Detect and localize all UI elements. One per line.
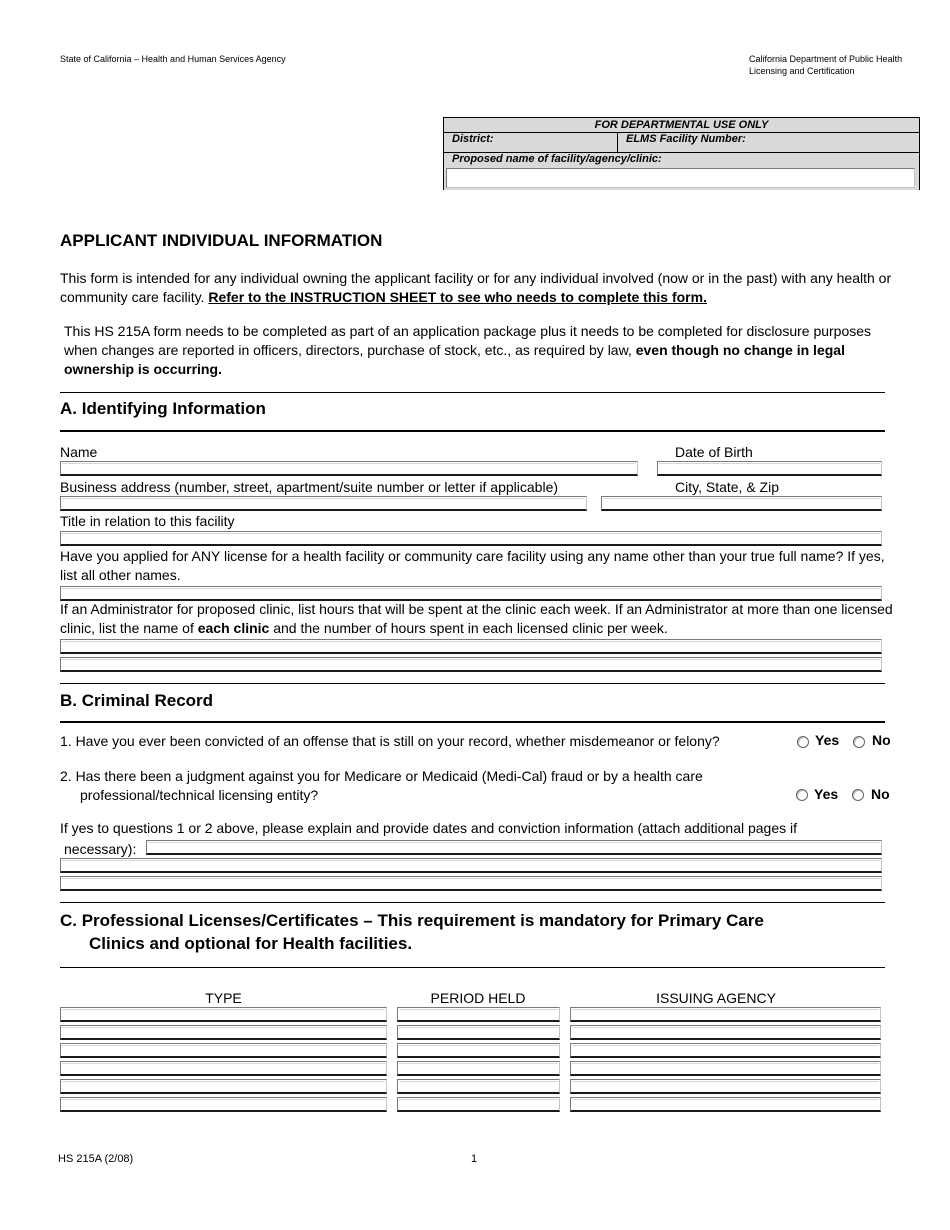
divider — [60, 902, 885, 903]
license-type-field[interactable] — [60, 1043, 387, 1058]
city-state-zip-label: City, State, & Zip — [675, 479, 779, 495]
license-agency-field[interactable] — [570, 1025, 881, 1040]
proposed-name-row — [444, 153, 919, 190]
license-period-field[interactable] — [397, 1007, 560, 1022]
section-a-heading: A. Identifying Information — [60, 399, 266, 418]
proposed-name-label: Proposed name of facility/agency/clinic: — [452, 153, 662, 165]
intro-paragraph-2 — [64, 322, 896, 379]
administrator-hours-field-2[interactable] — [60, 657, 882, 672]
business-address-field[interactable] — [60, 496, 587, 511]
license-period-field[interactable] — [397, 1025, 560, 1040]
explain-field-2[interactable] — [60, 858, 882, 873]
district-row — [444, 133, 919, 153]
explain-label-line2: necessary): — [64, 841, 137, 857]
date-of-birth-field[interactable] — [657, 461, 882, 476]
license-agency-field[interactable] — [570, 1061, 881, 1076]
date-of-birth-label: Date of Birth — [675, 444, 753, 460]
name-field[interactable] — [60, 461, 638, 476]
q2-no-radio[interactable] — [852, 789, 864, 801]
city-state-zip-field[interactable] — [601, 496, 882, 511]
proposed-name-field[interactable] — [446, 168, 915, 188]
department-header-line2: Licensing and Certification — [749, 66, 855, 76]
title-relation-label: Title in relation to this facility — [60, 513, 235, 529]
title-relation-field[interactable] — [60, 531, 882, 546]
departmental-use-box — [443, 117, 920, 190]
license-agency-field[interactable] — [570, 1043, 881, 1058]
section-c-heading-line1: C. Professional Licenses/Certificates – This requirement is mandatory for Primary Care — [60, 911, 764, 930]
administrator-text-1: If an Administrator for proposed clinic, list hours that will be spent at the clinic each week. If an Administrator at more than one licensed clinic, list the name of — [60, 601, 893, 636]
license-type-field[interactable] — [60, 1097, 387, 1112]
q2-no-label: No — [871, 786, 890, 802]
license-type-field[interactable] — [60, 1079, 387, 1094]
agency-header: State of California – Health and Human Services Agency — [60, 54, 286, 64]
license-type-field[interactable] — [60, 1007, 387, 1022]
departmental-use-title: FOR DEPARTMENTAL USE ONLY — [444, 118, 919, 133]
administrator-hours-field-1[interactable] — [60, 639, 882, 654]
license-agency-field[interactable] — [570, 1097, 881, 1112]
criminal-question-2-line2: professional/technical licensing entity? — [80, 787, 319, 803]
q2-yes-label: Yes — [814, 786, 839, 802]
license-period-field[interactable] — [397, 1097, 560, 1112]
divider — [60, 683, 885, 684]
section-b-heading: B. Criminal Record — [60, 691, 214, 710]
explain-label-line1: If yes to questions 1 or 2 above, please explain and provide dates and conviction information (attach additional pages if — [60, 820, 798, 836]
column-agency-header: ISSUING AGENCY — [656, 990, 776, 1006]
column-type-header: TYPE — [205, 990, 242, 1006]
form-id: HS 215A (2/08) — [58, 1153, 134, 1165]
intro-text-2: This HS 215A form needs to be completed as part of an application package plus it needs to be completed for disclosure purposes when changes are reported in officers, directors, purchase of stock, etc., as required by law, — [64, 323, 872, 358]
divider — [60, 392, 885, 393]
q1-no-radio[interactable] — [853, 736, 865, 748]
administrator-bold: each clinic — [197, 620, 270, 636]
q1-yes-label: Yes — [815, 732, 840, 748]
license-period-field[interactable] — [397, 1061, 560, 1076]
page-number: 1 — [471, 1153, 478, 1165]
divider — [60, 430, 885, 432]
q1-no-label: No — [872, 732, 891, 748]
department-header-line1: California Department of Public Health — [749, 54, 903, 64]
license-type-field[interactable] — [60, 1061, 387, 1076]
column-period-header: PERIOD HELD — [430, 990, 526, 1006]
divider — [60, 967, 885, 968]
license-type-field[interactable] — [60, 1025, 387, 1040]
business-address-label: Business address (number, street, apartment/suite number or letter if applicable) — [60, 479, 559, 495]
other-names-label: Have you applied for ANY license for a health facility or community care facility using any name other than your true full name? If yes, list all other names. — [60, 548, 885, 583]
name-label: Name — [60, 444, 98, 460]
district-label: District: — [444, 133, 618, 152]
intro-bold-2: even though no change in legal ownership is occurring. — [64, 342, 845, 377]
instruction-sheet-reference: Refer to the INSTRUCTION SHEET to see who needs to complete this form. — [208, 289, 707, 305]
criminal-question-1: 1. Have you ever been convicted of an offense that is still on your record, whether misdemeanor or felony? — [60, 733, 720, 749]
explain-field-3[interactable] — [60, 876, 882, 891]
intro-text-1: This form is intended for any individual owning the applicant facility or for any individual involved (now or in the past) with any health or community care facility. — [60, 270, 892, 305]
elms-facility-number-label: ELMS Facility Number: — [626, 133, 746, 145]
q1-yes-radio[interactable] — [797, 736, 809, 748]
license-agency-field[interactable] — [570, 1079, 881, 1094]
explain-field-1[interactable] — [146, 840, 882, 855]
page-title: APPLICANT INDIVIDUAL INFORMATION — [60, 231, 383, 250]
license-agency-field[interactable] — [570, 1007, 881, 1022]
administrator-hours-label — [60, 600, 895, 638]
section-c-heading-line2: Clinics and optional for Health facilities. — [89, 934, 413, 953]
administrator-text-2: and the number of hours spent in each licensed clinic per week. — [273, 620, 668, 636]
q2-yes-radio[interactable] — [796, 789, 808, 801]
divider — [60, 721, 885, 723]
license-period-field[interactable] — [397, 1079, 560, 1094]
intro-paragraph-1 — [60, 269, 895, 307]
other-names-field[interactable] — [60, 586, 882, 601]
license-period-field[interactable] — [397, 1043, 560, 1058]
criminal-question-2-line1: 2. Has there been a judgment against you for Medicare or Medicaid (Medi-Cal) fraud or by a health care — [60, 768, 703, 784]
